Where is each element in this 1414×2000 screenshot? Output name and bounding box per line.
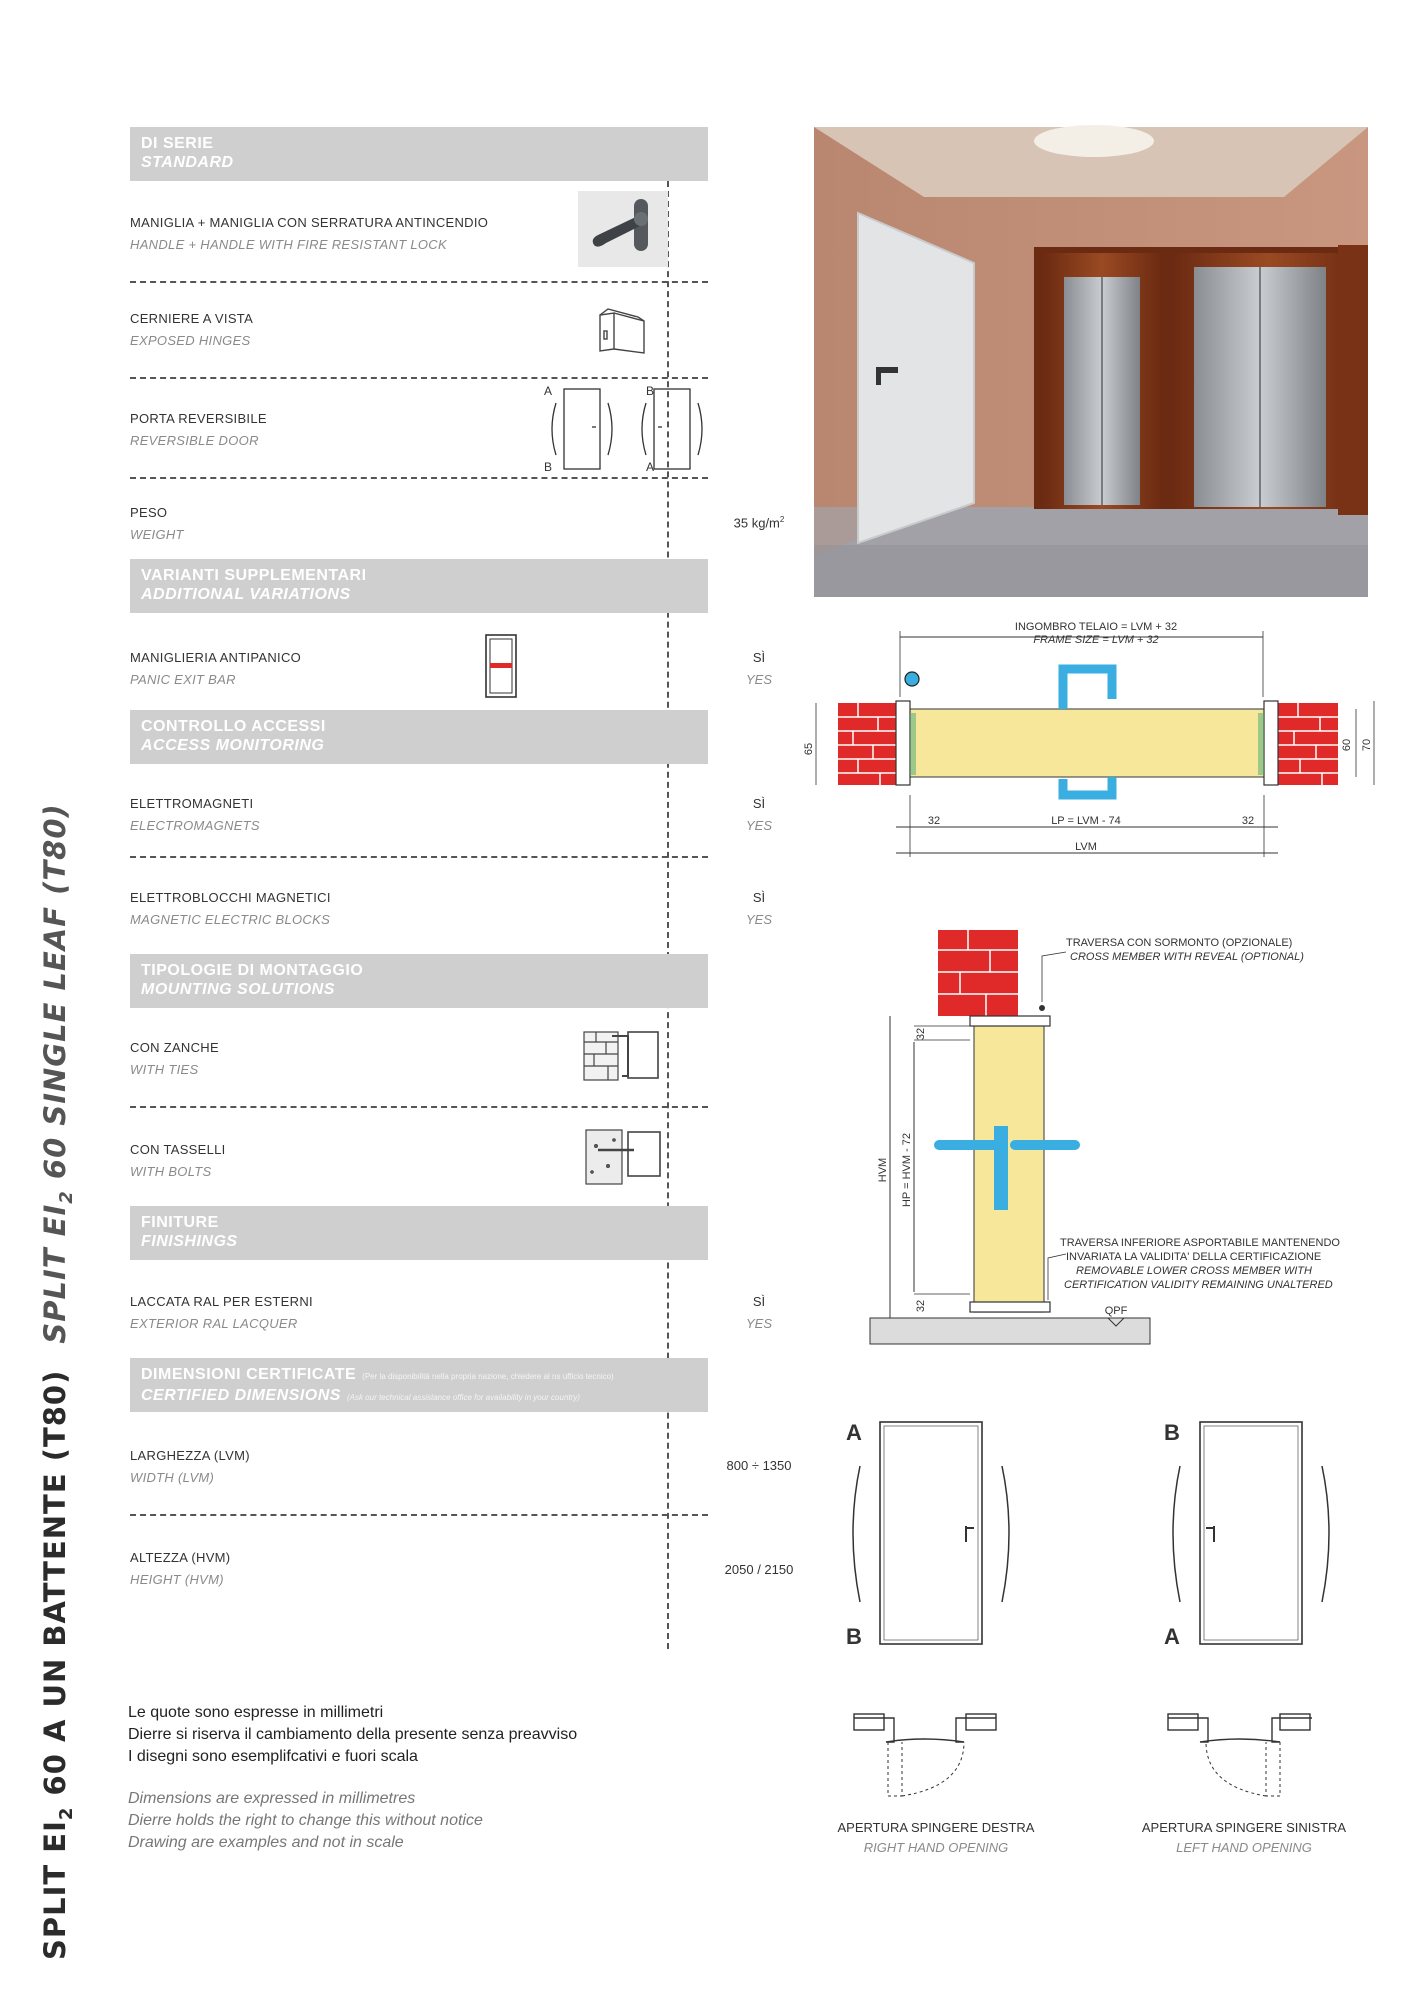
svg-text:B: B: [544, 460, 553, 474]
row-handle: MANIGLIA + MANIGLIA CON SERRATURA ANTINCENDIO HANDLE + HANDLE WITH FIRE RESISTANT LOCK: [130, 181, 708, 283]
row-lacquer: LACCATA RAL PER ESTERNI EXTERIOR RAL LACQUER SÌ YES: [130, 1294, 772, 1331]
frame-size-label-en: FRAME SIZE = LVM + 32: [1033, 634, 1159, 646]
svg-text:CROSS MEMBER WITH REVEAL (OPTI: CROSS MEMBER WITH REVEAL (OPTIONAL): [1070, 951, 1304, 963]
row-bolts: CON TASSELLI WITH BOLTS: [130, 1108, 708, 1206]
row-magnetic-blocks: ELETTROBLOCCHI MAGNETICI MAGNETIC ELECTRIC BLOCKS SÌ YES: [130, 890, 772, 927]
svg-text:32: 32: [915, 1299, 927, 1313]
frame-size-label-it: INGOMBRO TELAIO = LVM + 32: [1014, 621, 1178, 633]
row-weight: PESO WEIGHT 35 $kg/m^2$: [130, 479, 708, 559]
svg-text:70: 70: [1361, 738, 1373, 752]
vertical-product-title: SPLIT $EI_2$ 60 A UN BATTENTE (T80)SPLIT $EI_2$ 60 SINGLE LEAF (T80): [38, 803, 77, 1960]
svg-text:32: 32: [1241, 815, 1255, 827]
bolts-icon: [584, 1126, 664, 1193]
svg-text:HVM: HVM: [877, 1157, 889, 1183]
left-hand-opening-caption: APERTURA SPINGERE SINISTRA LEFT HAND OPENING: [1141, 1820, 1347, 1855]
section-header-dimensions: DIMENSIONI CERTIFICATE (Per la disponibilità nella propria nazione, chiedere al ns ufficio tecnico) CERTIFIED DIMENSIONS (Ask our technical assistance office for availability in your country): [130, 1358, 708, 1412]
plan-section-drawing: [803, 617, 1378, 862]
row-ties: CON ZANCHE WITH TIES: [130, 1008, 708, 1108]
left-hand-opening-drawing: [1150, 1416, 1350, 1821]
svg-text:QPF: QPF: [1104, 1305, 1128, 1317]
row-hinges: CERNIERE A VISTA EXPOSED HINGES: [130, 283, 708, 379]
door-installation-photo: [814, 127, 1368, 597]
svg-text:B: B: [1164, 1420, 1180, 1445]
svg-text:B: B: [646, 384, 655, 398]
svg-text:HP = HVM - 72: HP = HVM - 72: [901, 1132, 913, 1208]
weight-value: 35 $kg/m^2$: [733, 515, 785, 531]
row-height: ALTEZZA (HVM) HEIGHT (HVM) 2050 / 2150: [130, 1550, 794, 1587]
svg-text:A: A: [646, 460, 655, 474]
vertical-section-drawing: [870, 930, 1370, 1355]
svg-text:A: A: [1164, 1624, 1180, 1649]
row-panic-bar: MANIGLIERIA ANTIPANICO PANIC EXIT BAR SÌ YES: [130, 613, 708, 710]
row-reversible: PORTA REVERSIBILE REVERSIBLE DOOR A B B A: [130, 379, 708, 479]
svg-text:REMOVABLE LOWER CROSS MEMBER W: REMOVABLE LOWER CROSS MEMBER WITH: [1076, 1265, 1312, 1277]
handle-icon: [578, 191, 668, 272]
svg-text:65: 65: [803, 742, 815, 756]
reversible-door-icon: [542, 383, 708, 480]
svg-text:32: 32: [915, 1027, 927, 1041]
svg-text:CERTIFICATION VALIDITY REMAINI: CERTIFICATION VALIDITY REMAINING UNALTERED: [1064, 1279, 1333, 1291]
section-header-finishings: FINITURE FINISHINGS: [130, 1206, 708, 1260]
notes-italian: Le quote sono espresse in millimetri Dierre si riserva il cambiamento della presente senza preavviso I disegni sono esemplifcativi e fuori scala: [128, 1704, 578, 1765]
svg-text:A: A: [846, 1420, 862, 1445]
svg-text:60: 60: [1341, 738, 1353, 752]
ties-icon: [582, 1026, 662, 1091]
hinge-icon: [594, 301, 650, 362]
section-header-access: CONTROLLO ACCESSI ACCESS MONITORING: [130, 710, 708, 764]
svg-text:32: 32: [927, 815, 941, 827]
section-header-standard: DI SERIE STANDARD: [130, 127, 708, 181]
svg-text:TRAVERSA CON SORMONTO (OPZIONA: TRAVERSA CON SORMONTO (OPZIONALE): [1066, 937, 1293, 949]
notes-english: Dimensions are expressed in millimetres Dierre holds the right to change this without notice Drawing are examples and not in scale: [128, 1790, 483, 1851]
svg-text:LVM: LVM: [1075, 841, 1097, 853]
right-hand-opening-drawing: [844, 1416, 1044, 1821]
panic-bar-icon: [484, 633, 518, 704]
row-width: LARGHEZZA (LVM) WIDTH (LVM) 800 ÷ 1350: [130, 1412, 708, 1516]
svg-text:TRAVERSA INFERIORE ASPORTABILE: TRAVERSA INFERIORE ASPORTABILE MANTENENDO: [1060, 1237, 1340, 1249]
svg-text:INVARIATA LA VALIDITA' DELLA C: INVARIATA LA VALIDITA' DELLA CERTIFICAZIONE: [1066, 1251, 1322, 1263]
svg-text:LP = LVM - 74: LP = LVM - 74: [1051, 815, 1121, 827]
row-electromagnets: ELETTROMAGNETI ELECTROMAGNETS SÌ YES: [130, 764, 708, 858]
svg-text:A: A: [544, 384, 553, 398]
spec-table: [130, 127, 794, 1608]
section-header-variations: VARIANTI SUPPLEMENTARI ADDITIONAL VARIATIONS: [130, 559, 708, 613]
section-header-mounting: TIPOLOGIE DI MONTAGGIO MOUNTING SOLUTIONS: [130, 954, 708, 1008]
right-hand-opening-caption: APERTURA SPINGERE DESTRA RIGHT HAND OPENING: [837, 1820, 1035, 1855]
svg-text:B: B: [846, 1624, 862, 1649]
